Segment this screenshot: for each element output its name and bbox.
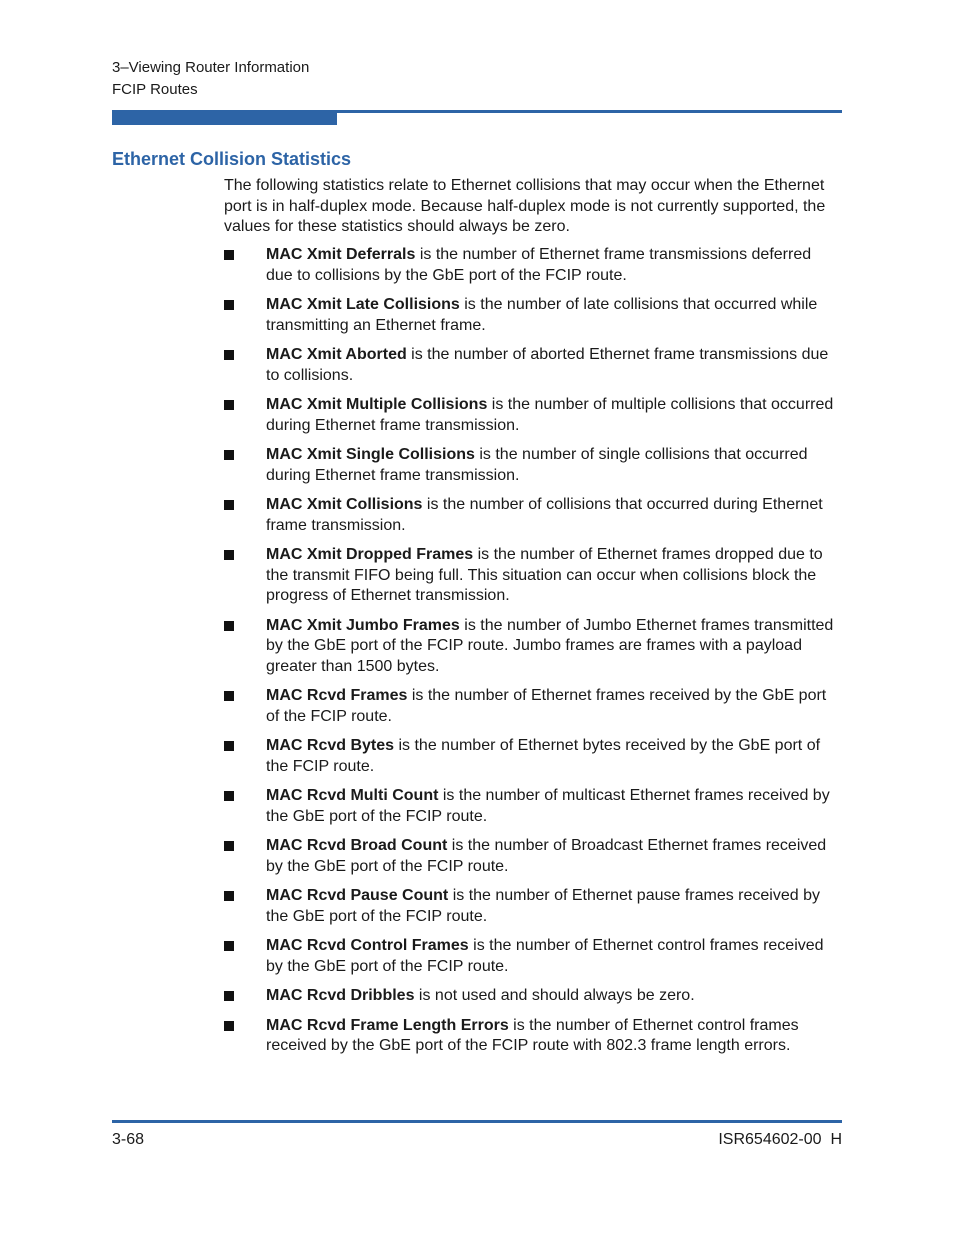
square-bullet-icon — [224, 400, 234, 410]
statistic-term: MAC Rcvd Broad Count — [266, 837, 448, 854]
statistic-description: is the number of Ethernet frames received by the GbE port of the FCIP route. — [266, 687, 827, 725]
statistic-description: is the number of single collisions that occurred during Ethernet frame transmission. — [266, 446, 808, 484]
statistic-description: is the number of Broadcast Ethernet frames received by the GbE port of the FCIP route. — [266, 837, 827, 875]
statistic-term: MAC Rcvd Pause Count — [266, 887, 449, 904]
square-bullet-icon — [224, 621, 234, 631]
list-item — [224, 936, 842, 977]
statistic-term: MAC Xmit Late Collisions — [266, 296, 460, 313]
list-item — [224, 1016, 842, 1057]
statistic-description: is the number of Ethernet frame transmissions deferred due to collisions by the GbE port of the FCIP route. — [266, 246, 812, 284]
statistic-description: is the number of late collisions that occurred while transmitting an Ethernet frame. — [266, 296, 818, 334]
statistic-description: is not used and should always be zero. — [414, 987, 695, 1004]
statistic-term: MAC Xmit Aborted — [266, 346, 407, 363]
chapter-title: 3–Viewing Router Information — [112, 59, 310, 76]
statistic-term: MAC Rcvd Control Frames — [266, 937, 469, 954]
header-rule-block — [112, 110, 337, 125]
document-id: ISR654602-00 H — [718, 1131, 842, 1148]
square-bullet-icon — [224, 350, 234, 360]
square-bullet-icon — [224, 500, 234, 510]
intro-paragraph: The following statistics relate to Ethernet collisions that may occur when the Ethernet port is in half-duplex mode. Because half-duplex mode is not currently supported, the values for these statistics should always be zero. — [224, 177, 826, 235]
square-bullet-icon — [224, 300, 234, 310]
square-bullet-icon — [224, 1021, 234, 1031]
statistic-term: MAC Xmit Dropped Frames — [266, 546, 474, 563]
list-item — [224, 736, 842, 777]
statistic-description: is the number of aborted Ethernet frame transmissions due to collisions. — [266, 346, 829, 384]
list-item — [224, 886, 842, 927]
list-item — [224, 495, 842, 536]
square-bullet-icon — [224, 550, 234, 560]
statistic-term: MAC Xmit Multiple Collisions — [266, 396, 488, 413]
list-item — [224, 686, 842, 727]
section-name: FCIP Routes — [112, 81, 198, 98]
statistic-description: is the number of Ethernet control frames received by the GbE port of the FCIP route with 802.3 frame length errors. — [266, 1016, 799, 1054]
square-bullet-icon — [224, 691, 234, 701]
page-number: 3-68 — [112, 1131, 145, 1148]
square-bullet-icon — [224, 991, 234, 1001]
statistic-term: MAC Rcvd Frame Length Errors — [266, 1016, 509, 1034]
list-item — [224, 836, 842, 877]
statistic-term: MAC Rcvd Bytes — [266, 737, 395, 754]
statistic-description: is the number of collisions that occurred during Ethernet frame transmission. — [266, 496, 823, 534]
statistic-description: is the number of Ethernet bytes received by the GbE port of the FCIP route. — [266, 737, 821, 775]
statistic-term: MAC Rcvd Dribbles — [266, 987, 415, 1004]
list-item — [224, 445, 842, 486]
statistic-description: is the number of multicast Ethernet frames received by the GbE port of the FCIP route. — [266, 787, 830, 825]
list-item — [224, 295, 842, 336]
square-bullet-icon — [224, 250, 234, 260]
square-bullet-icon — [224, 450, 234, 460]
statistic-description: is the number of multiple collisions that occurred during Ethernet frame transmission. — [266, 396, 834, 434]
square-bullet-icon — [224, 791, 234, 801]
square-bullet-icon — [224, 891, 234, 901]
statistic-description: is the number of Ethernet frames dropped due to the transmit FIFO being full. This situation can occur when collisions block the progress of Ethernet transmission. — [266, 546, 823, 604]
list-item — [224, 345, 842, 386]
list-item — [224, 786, 842, 827]
list-item — [224, 986, 842, 1007]
statistic-term: MAC Xmit Collisions — [266, 496, 423, 513]
list-item — [224, 616, 842, 678]
list-item — [224, 395, 842, 436]
running-head — [112, 57, 309, 101]
footer-rule — [112, 1120, 842, 1123]
square-bullet-icon — [224, 841, 234, 851]
statistic-term: MAC Rcvd Multi Count — [266, 787, 439, 804]
statistic-term: MAC Rcvd Frames — [266, 687, 408, 704]
statistic-term: MAC Xmit Deferrals — [266, 246, 416, 263]
statistic-description: is the number of Ethernet pause frames received by the GbE port of the FCIP route. — [266, 887, 820, 925]
list-item — [224, 545, 842, 607]
statistic-description: is the number of Ethernet control frames received by the GbE port of the FCIP route. — [266, 937, 824, 975]
list-item — [224, 245, 842, 286]
page-title: Ethernet Collision Statistics — [112, 149, 352, 169]
statistics-list — [224, 245, 842, 1066]
statistic-description: is the number of Jumbo Ethernet frames transmitted by the GbE port of the FCIP route. Jumbo frames are frames with a payload greater than 1500 bytes. — [266, 616, 834, 675]
square-bullet-icon — [224, 941, 234, 951]
statistic-term: MAC Xmit Jumbo Frames — [266, 616, 460, 634]
statistic-term: MAC Xmit Single Collisions — [266, 446, 475, 463]
square-bullet-icon — [224, 741, 234, 751]
